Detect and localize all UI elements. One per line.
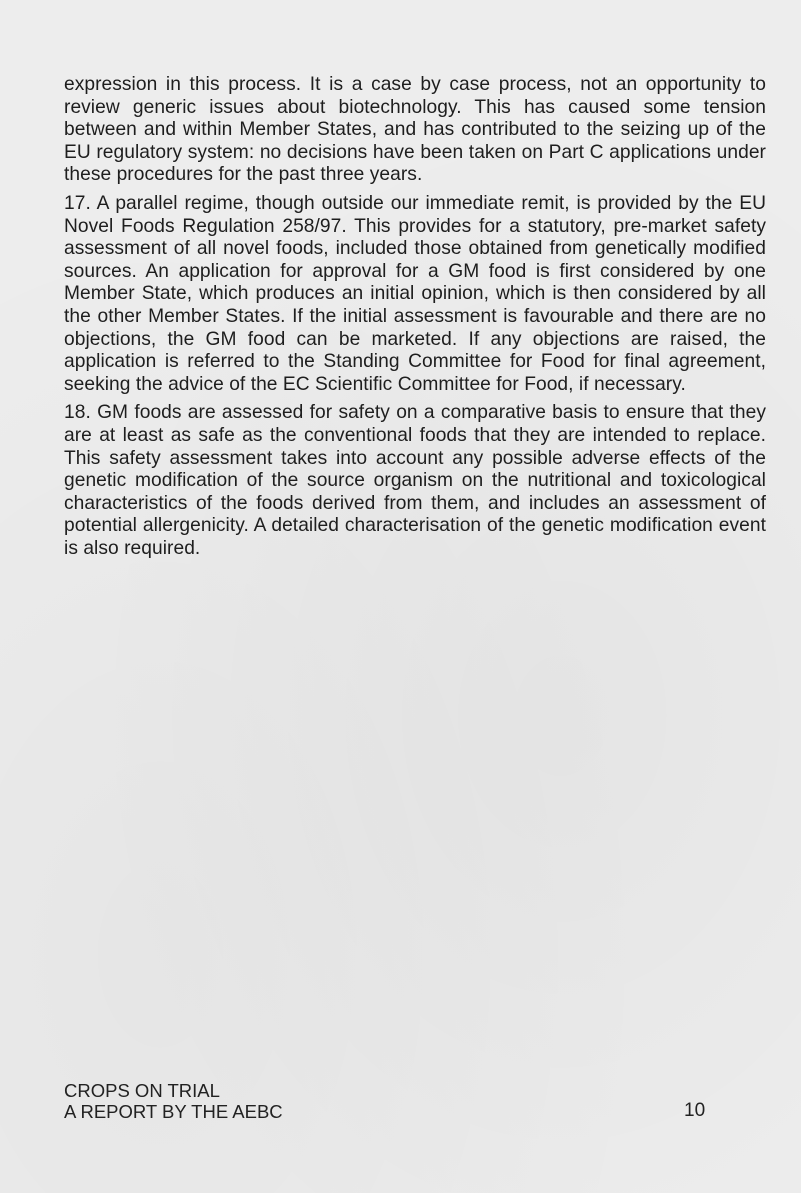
footer-line-1: CROPS ON TRIAL bbox=[64, 1080, 220, 1101]
paragraph-18: 18. GM foods are assessed for safety on a comparative basis to ensure that they are at least as safe as the conventional foods that they are intended to replace. This safety assessment takes into account any possible adverse effects of the genetic modification of the source organism on the nutritional and toxicological characteristics of the foods derived from them, and includes an assessment of potential allergenicity. A detailed characterisation of the genetic modification event is also required. bbox=[64, 402, 766, 559]
paragraph-16-continuation: expression in this process. It is a case by case process, not an opportunity to review generic issues about biotechnology. This has caused some tension between and within Member States, and has contributed to the seizing up of the EU regulatory system: no decisions have been taken on Part C applications under these procedures for the past three years. bbox=[64, 74, 766, 186]
footer-line-2: A REPORT BY THE AEBC bbox=[64, 1101, 283, 1122]
footer-title bbox=[64, 1080, 283, 1122]
paragraph-17: 17. A parallel regime, though outside our immediate remit, is provided by the EU Novel Foods Regulation 258/97. This provides for a statutory, pre-market safety assessment of all novel foods, included those obtained from genetically modified sources. An application for approval for a GM food is first considered by one Member State, which produces an initial opinion, which is then considered by all the other Member States. If the initial assessment is favourable and there are no objections, the GM food can be marketed. If any objections are raised, the application is referred to the Standing Committee for Food for final agreement, seeking the advice of the EC Scientific Committee for Food, if necessary. bbox=[64, 192, 766, 395]
page-number: 10 bbox=[684, 1100, 706, 1121]
body-text bbox=[64, 74, 766, 566]
